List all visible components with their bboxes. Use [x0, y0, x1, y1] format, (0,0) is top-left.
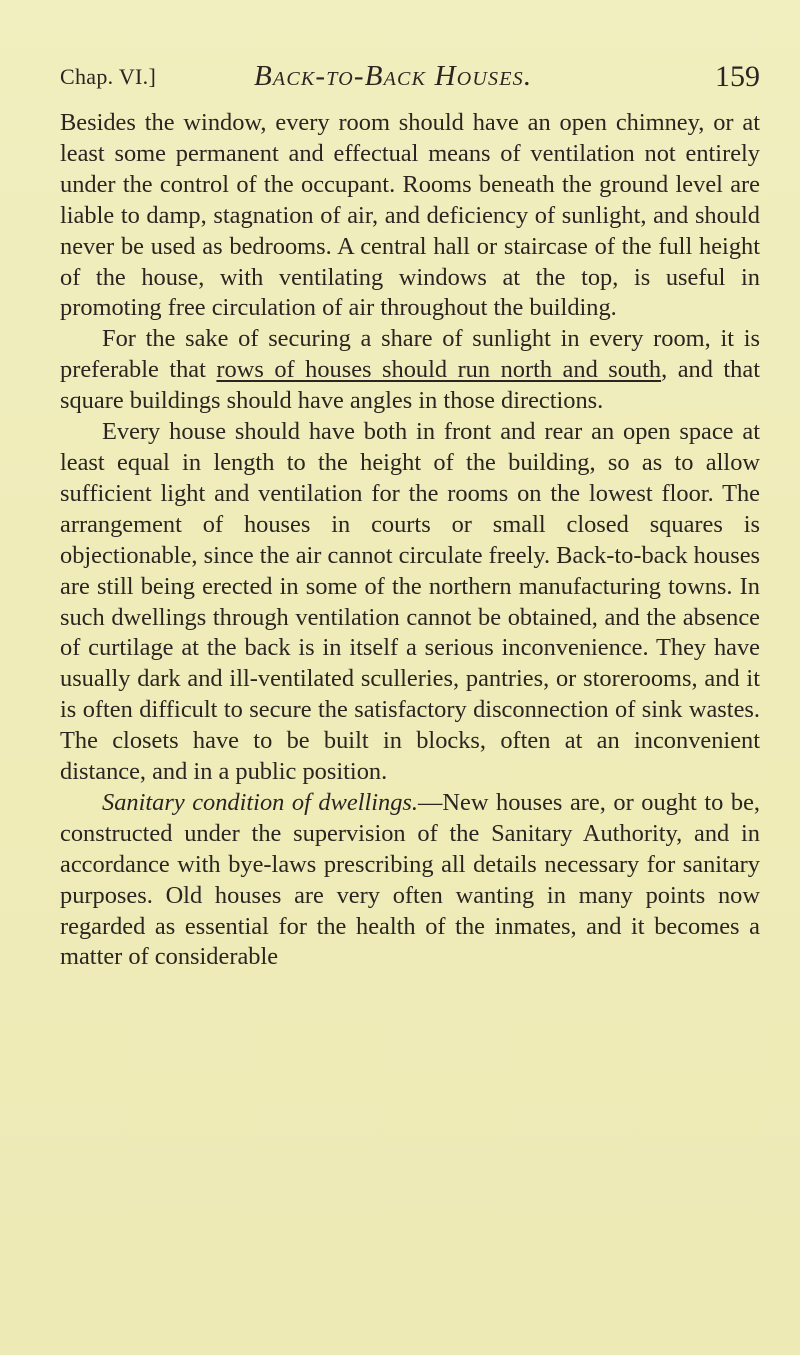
body-text	[60, 108, 760, 973]
paragraph	[60, 417, 760, 788]
running-title: Back-to-Back Houses.	[254, 60, 533, 92]
running-head	[60, 60, 760, 96]
paragraph	[60, 108, 760, 324]
text-run: Besides the window, every room should have an open chimney, or at least some permanent and effectual means of ventilation not entirely under the control of the occupant. Rooms beneath the ground level are liable to damp, stagnation of air, and deficiency of sunlight, and should never be used as bedrooms. A central hall or staircase of the full height of the house, with ventilating windows at the top, is useful in promoting free circulation of air throughout the building.	[60, 109, 760, 322]
text-run: Every house should have both in front and rear an open space at least equal in length to the height of the building, so as to allow sufficient light and ventilation for the rooms on the lowest floor. The arrangement of houses in courts or small closed squares is objectionable, since the air cannot circulate freely. Back-to-back houses are still being erected in some of the northern manufacturing towns. In such dwellings through ventilation cannot be obtained, and the absence of curtilage at the back is in itself a serious inconvenience. They have usually dark and ill-ventilated sculleries, pantries, or storerooms, and it is often difficult to secure the satisfactory disconnection of sink wastes. The closets have to be built in blocks, often at an inconvenient distance, and in a public position.	[60, 418, 761, 786]
paragraph	[60, 788, 760, 973]
text-italic: Sanitary condition of dwellings.	[102, 788, 419, 816]
paragraph	[60, 324, 760, 417]
text-underline: rows of houses should run north and south	[216, 356, 662, 384]
page-number: 159	[715, 60, 760, 93]
text-run: For the sake of securing a share of sunlight in every room, it is preferable that	[60, 325, 760, 384]
text-run: , and that square buildings should have angles in those directions.	[60, 356, 760, 415]
chapter-label: Chap. VI.]	[60, 64, 157, 89]
text-run: —New houses are, or ought to be, constructed under the supervision of the Sanitary Authority, and in accordance with bye-laws prescribing all details necessary for sanitary purposes. Old houses are very often wanting in many points now regarded as essential for the health of the inmates, and it becomes a matter of considerable	[60, 788, 760, 971]
